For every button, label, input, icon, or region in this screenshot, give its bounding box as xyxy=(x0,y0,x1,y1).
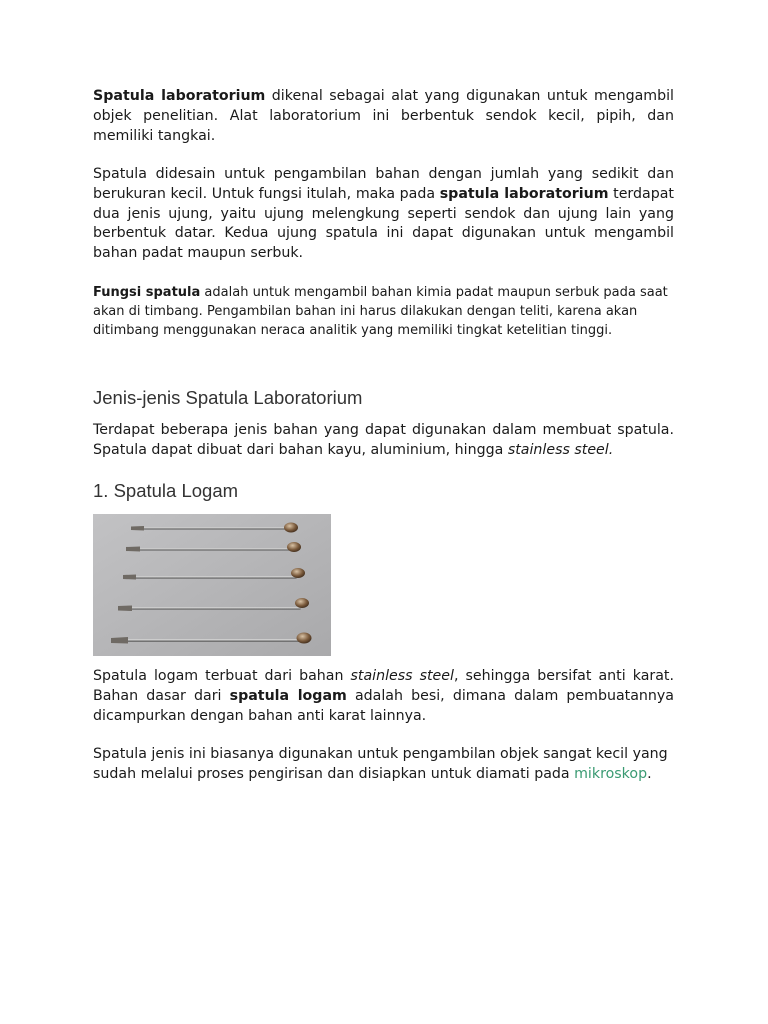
term-stainless-steel: stainless steel. xyxy=(507,441,614,458)
mikroskop-link[interactable]: mikroskop xyxy=(574,765,648,782)
section-logam xyxy=(93,479,674,503)
intro-paragraph-2-text-a: Spatula didesain untuk pengambilan bahan dengan jumlah yang sedikit dan berukuran kecil. Untuk fungsi itulah, maka pada xyxy=(93,166,674,202)
logam-paragraph-1-text-c: adalah besi, dimana dalam pembuatannya dicampurkan dengan bahan anti karat lainnya. xyxy=(93,687,674,724)
logam-paragraph-2-end: . xyxy=(647,765,652,782)
section-heading-jenis: Jenis-jenis Spatula Laboratorium xyxy=(93,387,363,408)
intro-paragraph-3 xyxy=(93,283,674,340)
term-spatula-laboratorium-2: spatula laboratorium xyxy=(439,185,609,202)
logam-paragraph-1-text-b: , sehingga bersifat anti karat. Bahan dasar dari xyxy=(93,668,674,704)
logam-paragraph-2-text: Spatula jenis ini biasanya digunakan untuk pengambilan objek sangat kecil yang sudah melalui proses pengirisan dan disiapkan untuk diamati pada xyxy=(93,746,668,782)
logam-paragraph-2 xyxy=(93,745,674,785)
intro-paragraph-1-text: dikenal sebagai alat yang digunakan untuk mengambil objek penelitian. Alat laboratorium ini berbentuk sendok kecil, pipih, dan memiliki tangkai. xyxy=(93,88,675,144)
intro-paragraph-2-text-b: terdapat dua jenis ujung, yaitu ujung melengkung seperti sendok dan ujung lain yang berbentuk datar. Kedua ujung spatula ini dapat digunakan untuk mengambil bahan padat maupun serbuk. xyxy=(93,185,674,262)
section-heading-logam: 1. Spatula Logam xyxy=(93,480,239,501)
term-spatula-laboratorium: Spatula laboratorium xyxy=(93,88,266,104)
metal-spatula-photo xyxy=(93,514,331,656)
jenis-paragraph-text: Terdapat beberapa jenis bahan yang dapat digunakan dalam membuat spatula. Spatula dapat dibuat dari bahan kayu, aluminium, hingga xyxy=(93,422,674,458)
intro-paragraph-2 xyxy=(93,165,674,264)
section-jenis xyxy=(93,386,674,410)
intro-paragraph-3-text: adalah untuk mengambil bahan kimia padat maupun serbuk pada saat akan di timbang. Pengambilan bahan ini harus dilakukan dengan teliti, karena akan ditimbang menggunakan neraca analitik yang memiliki tingkat ketelitian tinggi. xyxy=(93,285,668,338)
jenis-paragraph xyxy=(93,421,674,461)
logam-paragraph-1-text-a: Spatula logam terbuat dari bahan xyxy=(93,668,351,684)
intro-paragraph-1 xyxy=(93,87,674,146)
logam-paragraph-1 xyxy=(93,667,674,726)
term-fungsi-spatula: Fungsi spatula xyxy=(93,285,201,300)
term-stainless-steel-2: stainless steel xyxy=(350,668,454,684)
term-spatula-logam: spatula logam xyxy=(229,687,347,704)
